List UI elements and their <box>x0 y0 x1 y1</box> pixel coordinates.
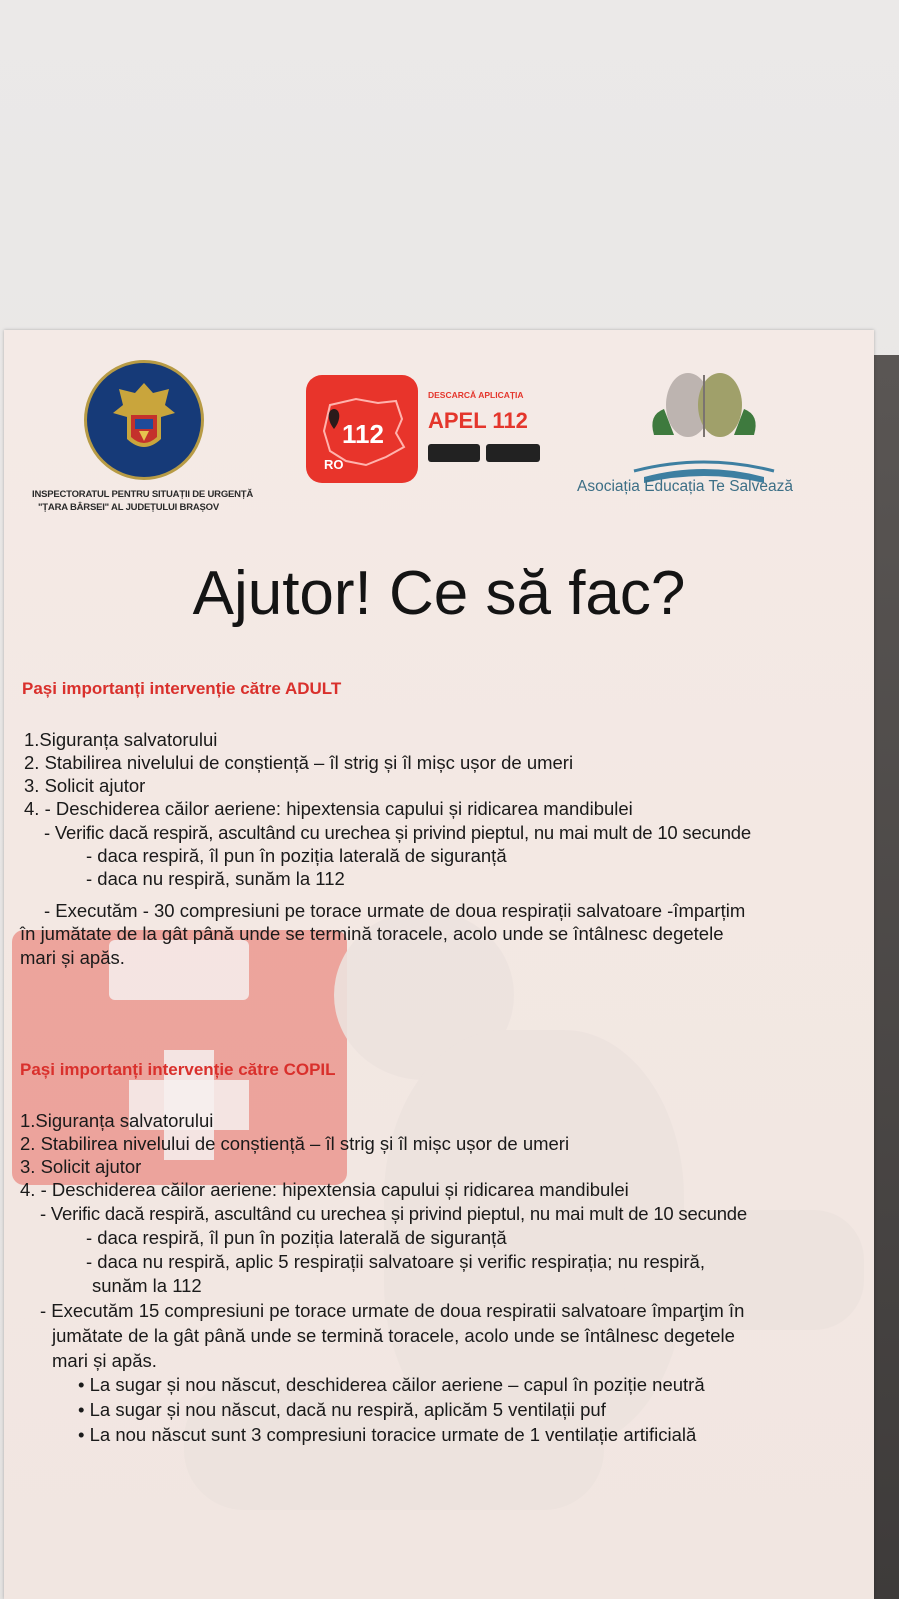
download-label: DESCARCĂ APLICAȚIA <box>428 390 524 400</box>
child-line: - Executăm 15 compresiuni pe torace urmate de doua respiratii salvatoare împarţim în <box>40 1300 745 1321</box>
isu-crest-logo <box>84 360 204 480</box>
adult-line: - daca nu respiră, sunăm la 112 <box>86 868 345 889</box>
child-line: 2. Stabilirea nivelului de conștiență – îl strig și îl mișc ușor de umeri <box>20 1133 570 1154</box>
child-heading: Pași importanți intervenție către COPIL <box>20 1060 336 1079</box>
first-aid-flyer <box>4 330 874 1599</box>
adult-line: 2. Stabilirea nivelului de conștiență – îl strig și îl mișc ușor de umeri <box>24 752 574 773</box>
adult-line: 1.Siguranța salvatorului <box>24 729 218 750</box>
adult-line: 3. Solicit ajutor <box>24 775 146 796</box>
app-number: 112 <box>342 419 384 449</box>
adult-line: - Executăm - 30 compresiuni pe torace urmate de doua respirații salvatoare -împarțim <box>44 900 746 921</box>
child-line: sunăm la 112 <box>92 1275 202 1296</box>
adult-line: 4. - Deschiderea căilor aeriene: hipextensia capului și ridicarea mandibulei <box>24 798 633 819</box>
google-play-badge-icon <box>428 444 480 462</box>
child-line: - daca nu respiră, aplic 5 respirații salvatoare și verific respirația; nu respiră, <box>86 1251 705 1272</box>
child-bullet: • La nou născut sunt 3 compresiuni toracice urmate de 1 ventilație artificială <box>78 1424 697 1445</box>
child-line: 4. - Deschiderea căilor aeriene: hipextensia capului și ridicarea mandibulei <box>20 1179 629 1200</box>
page-title: Ajutor! Ce să fac? <box>192 559 686 628</box>
child-line: - Verific dacă respiră, ascultând cu urechea și privind pieptul, nu mai mult de 10 secunde <box>40 1203 747 1224</box>
isu-line-2: "ȚARA BÂRSEI" AL JUDEȚULUI BRAȘOV <box>38 502 219 513</box>
app-country: RO <box>324 457 344 472</box>
isu-line-1: INSPECTORATUL PENTRU SITUAȚII DE URGENȚĂ <box>32 489 254 500</box>
child-line: jumătate de la gât până unde se termină toracele, acolo unde se întâlnesc degetele <box>52 1325 735 1346</box>
adult-line: mari și apăs. <box>20 947 125 968</box>
watermark-handle <box>109 940 249 1000</box>
eagle-emblem-icon <box>109 379 179 461</box>
adult-line: - daca respiră, îl pun în poziția laterală de siguranță <box>86 845 507 866</box>
adult-line: - Verific dacă respiră, ascultând cu urechea și privind pieptul, nu mai mult de 10 secunde <box>44 822 751 843</box>
association-name: Asociația Educația Te Salvează <box>577 478 793 495</box>
brain-book-logo-icon <box>604 365 804 485</box>
child-bullet: • La sugar și nou născut, dacă nu respiră, aplicăm 5 ventilații puf <box>78 1399 606 1420</box>
app-name: APEL 112 <box>428 408 528 433</box>
app-store-badge-icon <box>486 444 540 462</box>
adult-line: în jumătate de la gât până unde se termină toracele, acolo unde se întâlnesc degetele <box>20 923 724 944</box>
apel-112-app-icon <box>306 375 418 483</box>
child-line: mari și apăs. <box>52 1350 157 1371</box>
isu-name <box>32 488 292 514</box>
adult-heading: Pași importanți intervenție către ADULT <box>22 679 342 698</box>
child-line: 3. Solicit ajutor <box>20 1156 142 1177</box>
child-bullet: • La sugar și nou născut, deschiderea căilor aeriene – capul în poziție neutră <box>78 1374 705 1395</box>
child-line: 1.Siguranța salvatorului <box>20 1110 214 1131</box>
child-line: - daca respiră, îl pun în poziția laterală de siguranță <box>86 1227 507 1248</box>
